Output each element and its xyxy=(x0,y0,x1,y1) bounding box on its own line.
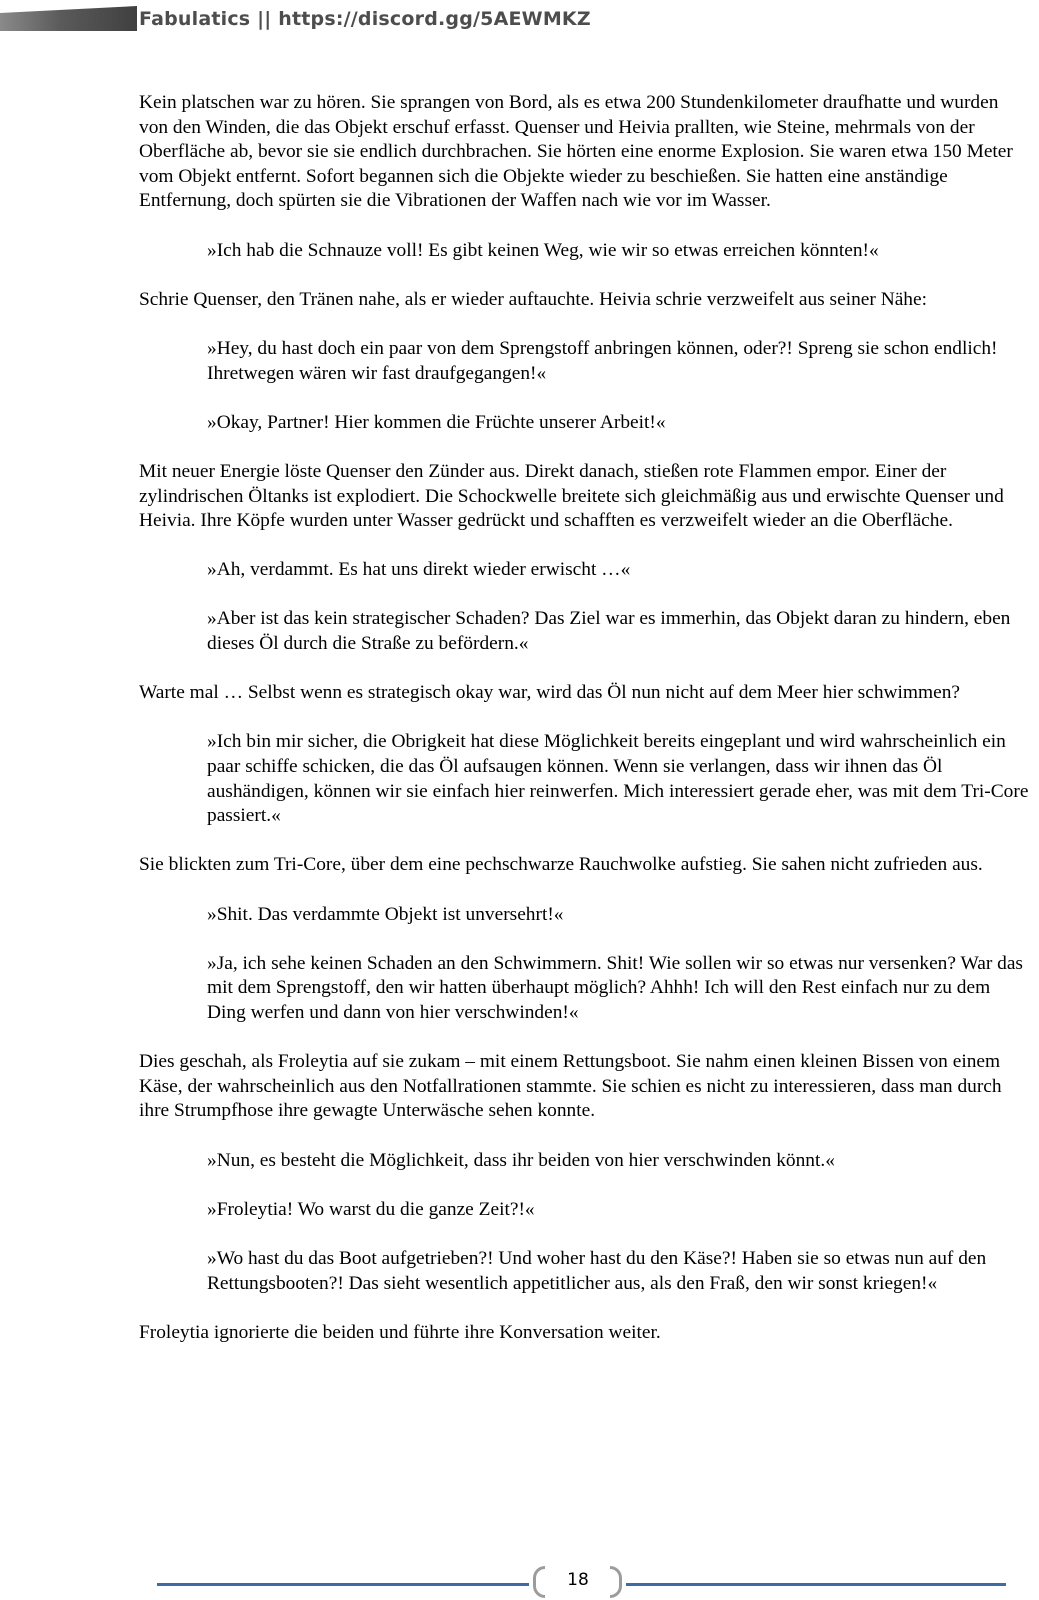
dialogue-line: »Ah, verdammt. Es hat uns direkt wieder erwischt …« xyxy=(207,559,631,581)
dialogue-line: »Ich bin mir sicher, die Obrigkeit hat diese Möglichkeit bereits eingeplant und wird wahrscheinlich ein paar schiffe schicken, die das Öl aufsaugen können. Wenn sie verlangen, dass wir ihnen das Öl aushändigen, können wir sie einfach hier reinwerfen. Mich interessiert gerade eher, was mit dem Tri-Core passiert.« xyxy=(207,731,1029,827)
dialogue-line: »Ich hab die Schnauze voll! Es gibt keinen Weg, wie wir so etwas erreichen könnten!« xyxy=(207,239,879,261)
footer-rule-right xyxy=(626,1583,1006,1586)
paragraph: Kein platschen war zu hören. Sie sprangen von Bord, als es etwa 200 Stundenkilometer draufhatte und wurden von den Winden, die das Objekt erschuf erfasst. Quenser und Heivia prallten, wie Steine, mehrmals von der Oberfläche ab, bevor sie sie endlich durchbrachen. Sie hörten eine enorme Explosion. Sie waren etwa 150 Meter vom Objekt entfernt. Sofort begannen sich die Objekte wieder zu beschießen. Sie hatten eine anständige Entfernung, doch spürten sie die Vibrationen der Waffen nach wie vor im Wasser. xyxy=(139,92,1013,212)
paragraph: Mit neuer Energie löste Quenser den Zünder aus. Direkt danach, stießen rote Flammen empor. Einer der zylindrischen Öltanks ist explodiert. Die Schockwelle breitete sich gleichmäßig aus und erwischte Quenser und Heivia. Ihre Köpfe wurden unter Wasser gedrückt und schafften es verzweifelt wieder an die Oberfläche. xyxy=(139,460,1004,532)
dialogue-line: »Aber ist das kein strategischer Schaden? Das Ziel war es immerhin, das Objekt daran zu hindern, eben dieses Öl durch die Straße zu befördern.« xyxy=(207,608,1011,655)
dialogue-line: »Okay, Partner! Hier kommen die Früchte unserer Arbeit!« xyxy=(207,411,666,433)
footer-rule-left xyxy=(157,1583,529,1586)
paragraph: Sie blickten zum Tri-Core, über dem eine pechschwarze Rauchwolke aufstieg. Sie sahen nicht zufrieden aus. xyxy=(139,854,983,876)
page-body xyxy=(139,91,1029,1370)
paragraph: Froleytia ignorierte die beiden und führte ihre Konversation weiter. xyxy=(139,1321,661,1343)
dialogue-line: »Shit. Das verdammte Objekt ist unversehrt!« xyxy=(207,903,564,925)
page-number-bracket-right xyxy=(610,1566,622,1598)
page-number-bracket-left xyxy=(533,1566,545,1598)
dialogue-line: »Nun, es besteht die Möglichkeit, dass ihr beiden von hier verschwinden könnt.« xyxy=(207,1149,835,1171)
paragraph: Warte mal … Selbst wenn es strategisch okay war, wird das Öl nun nicht auf dem Meer hier schwimmen? xyxy=(139,682,960,704)
dialogue-line: »Hey, du hast doch ein paar von dem Sprengstoff anbringen können, oder?! Spreng sie schon endlich! Ihretwegen wären wir fast draufgegangen!« xyxy=(207,337,998,384)
dialogue-line: »Wo hast du das Boot aufgetrieben?! Und woher hast du den Käse?! Haben sie so etwas nun auf den Rettungsbooten?! Das sieht wesentlich appetitlicher aus, als den Fraß, den wir sonst kriegen!« xyxy=(207,1247,987,1294)
dialogue-line: »Froleytia! Wo warst du die ganze Zeit?!« xyxy=(207,1198,535,1220)
header-title: Fabulatics || https://discord.gg/5AEWMKZ xyxy=(139,8,591,30)
paragraph: Schrie Quenser, den Tränen nahe, als er wieder auftauchte. Heivia schrie verzweifelt aus seiner Nähe: xyxy=(139,288,927,310)
paragraph: Dies geschah, als Froleytia auf sie zukam – mit einem Rettungsboot. Sie nahm einen kleinen Bissen von einem Käse, der wahrscheinlich aus den Notfallrationen stammte. Sie schien es nicht zu interessieren, dass man durch ihre Strumpfhose ihre gewagte Unterwäsche sehen konnte. xyxy=(139,1051,1002,1122)
header-bar xyxy=(0,6,137,31)
dialogue-line: »Ja, ich sehe keinen Schaden an den Schwimmern. Shit! Wie sollen wir so etwas nur versenken? War das mit dem Sprengstoff, den wir hatten überhaupt möglich? Ahhh! Ich will den Rest einfach nur zu dem Ding werfen und dann von hier verschwinden!« xyxy=(207,952,1023,1023)
page-number: 18 xyxy=(567,1570,589,1590)
